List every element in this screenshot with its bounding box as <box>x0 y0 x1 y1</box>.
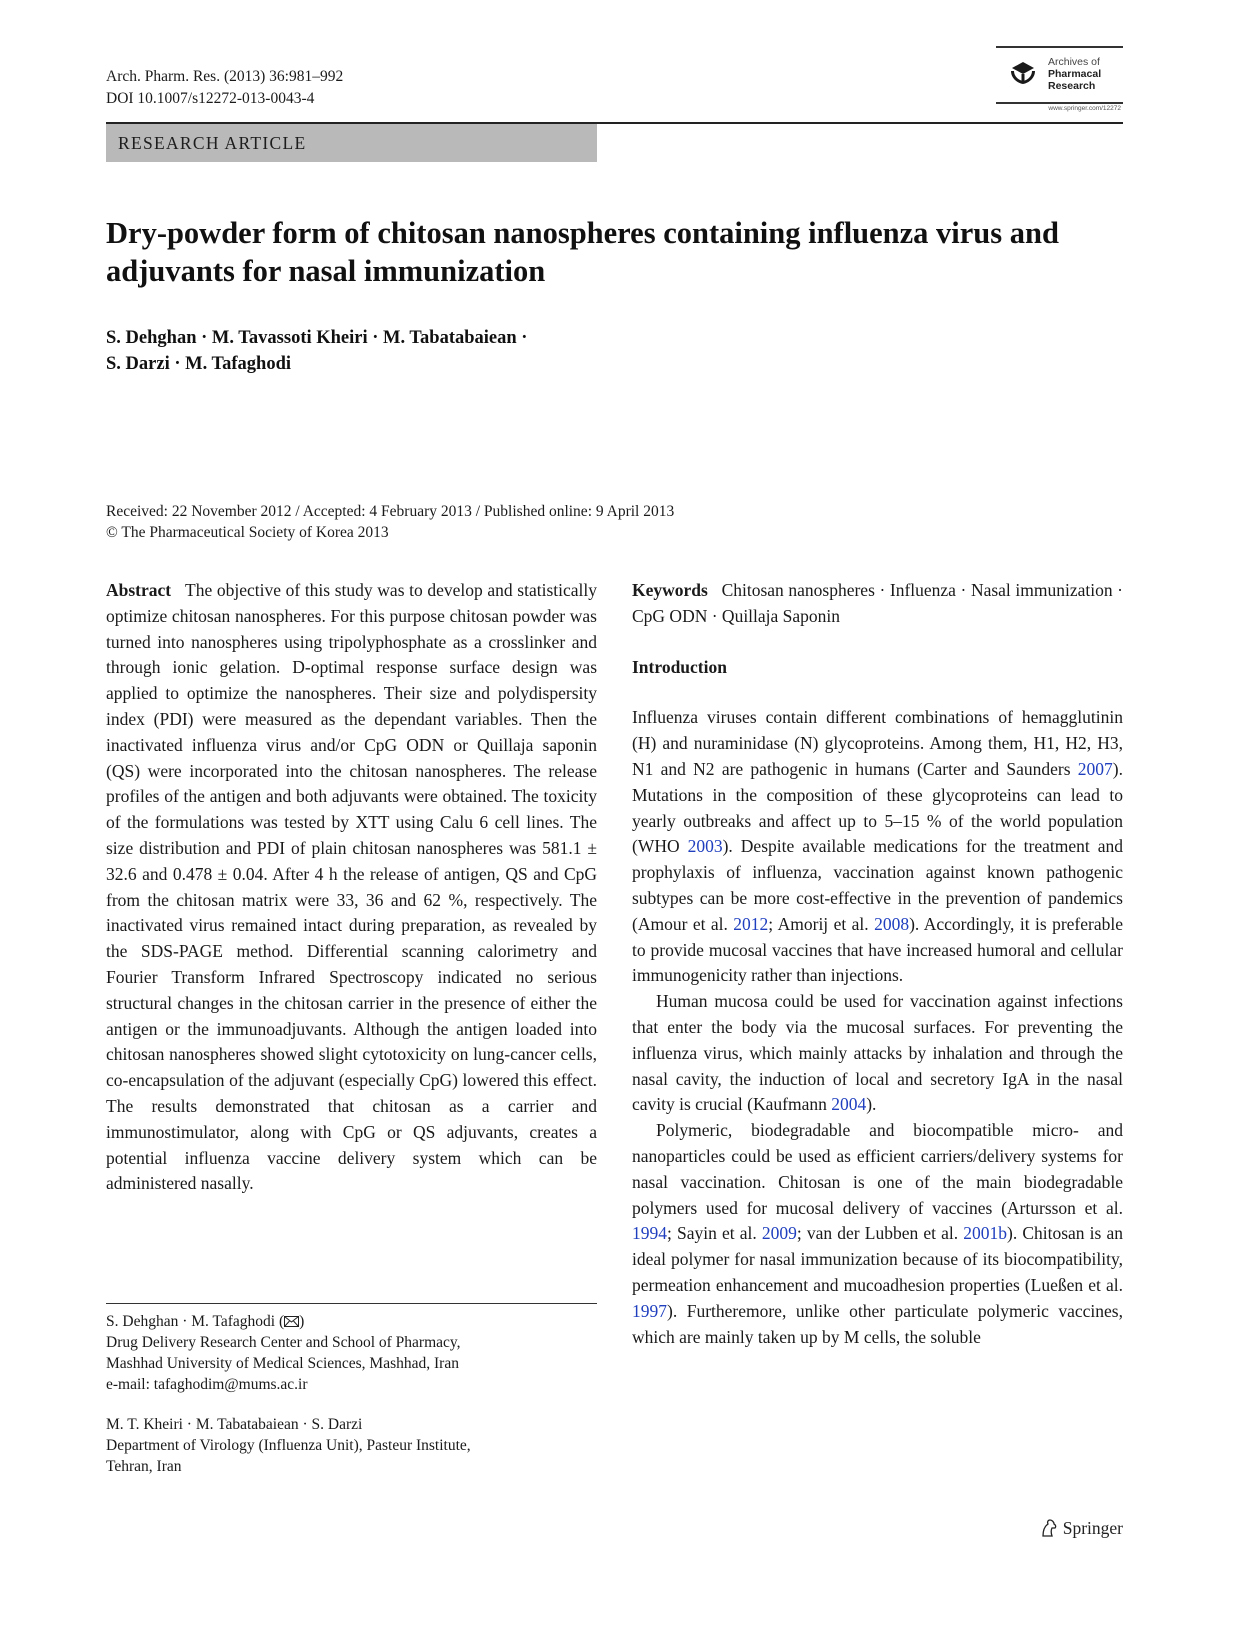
affiliation-1-email[interactable]: e-mail: tafaghodim@mums.ac.ir <box>106 1376 308 1393</box>
authors-line-1: S. Dehghan · M. Tavassoti Kheiri · M. Tabatabaiean · <box>106 328 528 348</box>
introduction-column <box>632 578 1123 1350</box>
intro-paragraph-2: Human mucosa could be used for vaccination against infections that enter the body via the mucosal surfaces. For preventing the influenza virus, which mainly attacks by inhalation and through the nasal cavity, the induction of local and secretory IgA in the nasal cavity is crucial (Kaufmann 2004). <box>632 991 1123 1115</box>
copyright: © The Pharmaceutical Society of Korea 2013 <box>106 524 389 541</box>
doi: DOI 10.1007/s12272-013-0043-4 <box>106 90 315 107</box>
keywords-text: Chitosan nanospheres · Influenza · Nasal immunization · CpG ODN · Quillaja Saponin <box>632 580 1123 626</box>
author-list <box>106 325 527 377</box>
citation-link[interactable]: 2012 <box>733 913 769 934</box>
logo-line-2: Pharmacal <box>1048 68 1102 80</box>
article-type-label: RESEARCH ARTICLE <box>118 133 307 153</box>
publisher-name: Springer <box>1062 1518 1123 1538</box>
abstract <box>106 578 597 1197</box>
keywords-label: Keywords <box>632 580 708 600</box>
book-hands-icon <box>1008 58 1038 88</box>
citation-link[interactable]: 2009 <box>761 1223 797 1244</box>
affiliation-rule <box>106 1303 597 1304</box>
citation-link[interactable]: 2007 <box>1077 758 1113 779</box>
abstract-label: Abstract <box>106 580 172 600</box>
logo-line-1: Archives of <box>1048 56 1100 68</box>
intro-paragraph-1: Influenza viruses contain different combinations of hemagglutinin (H) and nuraminidase (N) glycoproteins. Among them, H1, H2, H3, N1 and N2 are pathogenic in humans (Carter and Saunders 2007). Mutations in the composition of these glycoproteins can lead to yearly outbreaks and affect up to 5–15 % of the world population (WHO 2003). Despite available medications for the treatment and prophylaxis of influenza, vaccination against known pathogenic subtypes can be more cost-effective in the prevention of pandemics (Amour et al. 2012; Amorij et al. 2008). Accordingly, it is preferable to provide mucosal vaccines that have increased humoral and cellular immunogenicity rather than injections. <box>632 707 1123 986</box>
envelope-icon <box>284 1316 299 1327</box>
logo-url: www.springer.com/12272 <box>1048 105 1121 112</box>
springer-horse-icon <box>1039 1518 1059 1538</box>
affiliation-2-line-2: Department of Virology (Influenza Unit), Pasteur Institute, <box>106 1437 471 1454</box>
logo-bottom-rule <box>996 102 1123 104</box>
affiliation-1-names <box>106 1311 606 1332</box>
citation-link[interactable]: 2004 <box>831 1094 867 1115</box>
abstract-column <box>106 578 597 1197</box>
affiliation-1-paren-close: ) <box>299 1313 305 1330</box>
keywords <box>632 578 1123 630</box>
logo-line-3: Research <box>1048 80 1096 92</box>
abstract-text: The objective of this study was to develop and statistically optimize chitosan nanospheres. For this purpose chitosan powder was turned into nanospheres using tripolyphosphate as a crosslinker and through ionic gelation. D-optimal response surface design was applied to optimize the nanospheres. Their size and polydispersity index (PDI) were measured as the dependant variables. Then the inactivated influenza virus and/or CpG ODN or Quillaja saponin (QS) were incorporated into the chitosan nanospheres. The release profiles of the antigen and both adjuvants were obtained. The toxicity of the formulations was tested by XTT using Calu 6 cell lines. The size distribution and PDI of plain chitosan nanospheres was 581.1 ± 32.6 and 0.478 ± 0.04. After 4 h the release of antigen, QS and CpG from the chitosan matrix were 33, 36 and 62 %, respectively. The inactivated virus remained intact during preparation, as revealed by the SDS-PAGE method. Differential scanning calorimetry and Fourier Transform Infrared Spectroscopy indicated no serious structural changes in the chitosan carrier in the presence of either the antigen or the immunoadjuvants. Although the antigen loaded into chitosan nanospheres showed slight cytotoxicity on lung-cancer cells, co-encapsulation of the adjuvant (especially CpG) lowered this effect. The results demonstrated that chitosan as a carrier and immunostimulator, along with CpG or QS adjuvants, creates a potential influenza vaccine delivery system which can be administered nasally. <box>106 580 597 1194</box>
citation-link[interactable]: 1994 <box>632 1223 667 1244</box>
affiliation-1-author-names: S. Dehghan · M. Tafaghodi ( <box>106 1313 285 1330</box>
journal-citation-block <box>106 66 343 110</box>
citation-link[interactable]: 1997 <box>632 1300 667 1321</box>
citation-link[interactable]: 2001b <box>963 1223 1007 1244</box>
affiliations <box>106 1311 606 1477</box>
citation-link[interactable]: 2003 <box>687 836 723 857</box>
history-dates: Received: 22 November 2012 / Accepted: 4 February 2013 / Published online: 9 April 2013 <box>106 503 675 520</box>
affiliation-1-line-2: Drug Delivery Research Center and School of Pharmacy, <box>106 1334 461 1351</box>
citation-link[interactable]: 2008 <box>874 913 910 934</box>
article-type-banner <box>106 124 597 162</box>
journal-logo <box>996 46 1123 114</box>
affiliation-2-names: M. T. Kheiri · M. Tabatabaiean · S. Darzi <box>106 1416 363 1433</box>
intro-paragraph-3: Polymeric, biodegradable and biocompatible micro- and nanoparticles could be used as efficient carriers/delivery systems for nasal vaccination. Chitosan is one of the main biodegradable polymers used for mucosal delivery of vaccines (Artursson et al. 1994; Sayin et al. 2009; van der Lubben et al. 2001b). Chitosan is an ideal polymer for nasal immunization because of its biocompatibility, permeation enhancement and mucoadhesion properties (Lueßen et al. 1997). Furtheremore, unlike other particulate polymeric vaccines, which are mainly taken up by M cells, the soluble <box>632 1120 1124 1347</box>
logo-top-rule <box>996 46 1123 48</box>
affiliation-1-line-3: Mashhad University of Medical Sciences, Mashhad, Iran <box>106 1355 459 1372</box>
publisher-footer <box>1039 1518 1123 1539</box>
affiliation-2-line-3: Tehran, Iran <box>106 1458 182 1475</box>
article-title: Dry-powder form of chitosan nanospheres containing influenza virus and adjuvants for nasal immunization <box>106 216 1059 288</box>
logo-text <box>1048 56 1101 92</box>
article-history <box>106 501 674 543</box>
authors-line-2: S. Darzi · M. Tafaghodi <box>106 354 292 374</box>
journal-citation: Arch. Pharm. Res. (2013) 36:981–992 <box>106 68 344 85</box>
introduction-heading: Introduction <box>632 656 727 677</box>
